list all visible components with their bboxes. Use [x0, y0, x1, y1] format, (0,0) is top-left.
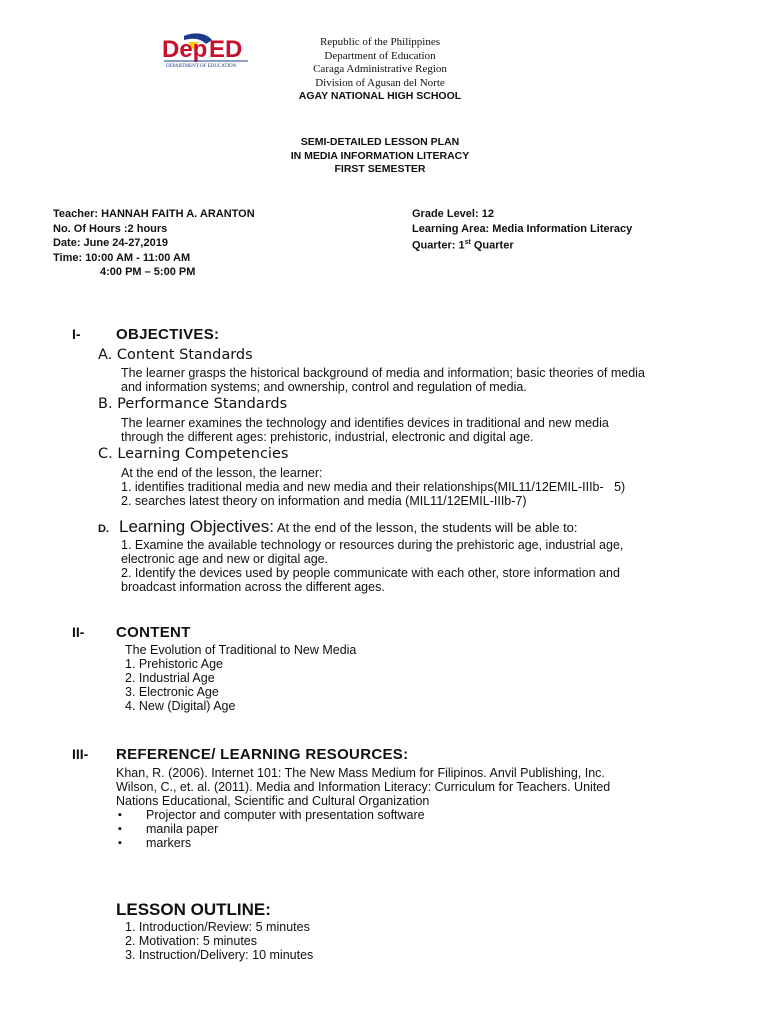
header-line-deped: Department of Education [324, 49, 436, 62]
header-line-school: AGAY NATIONAL HIGH SCHOOL [298, 90, 462, 102]
section-2-number: II- [72, 624, 85, 640]
plan-title-line-2: IN MEDIA INFORMATION LITERACY [290, 149, 470, 162]
list-item: 4. New (Digital) Age [125, 699, 236, 713]
learning-objectives-intro: At the end of the lesson, the students will be able to: [273, 520, 578, 535]
logo-tagline: DEPARTMENT OF EDUCATION [166, 64, 237, 69]
reference-line: Wilson, C., et. al. (2011). Media and Information Literacy: Curriculum for Teachers. United [116, 780, 611, 794]
lesson-outline-list [125, 920, 313, 962]
plan-title [250, 136, 510, 177]
meta-teacher: Teacher: HANNAH FAITH A. ARANTON [53, 208, 255, 220]
meta-grade: Grade Level: 12 [412, 208, 494, 220]
plan-title-line-3: FIRST SEMESTER [334, 163, 426, 175]
list-item: ▪ manila paper [116, 822, 425, 836]
deped-logo [162, 30, 252, 70]
header-line-division: Division of Agusan del Norte [315, 76, 445, 89]
list-item: 3. Instruction/Delivery: 10 minutes [125, 948, 314, 962]
learning-competencies-title: C. Learning Competencies [98, 446, 289, 462]
deped-logo-icon [162, 30, 252, 70]
list-item: ▪ markers [116, 836, 425, 850]
meta-hours: No. Of Hours :2 hours [53, 222, 168, 235]
list-item: ▪ Projector and computer with presentation software [116, 808, 425, 822]
references [116, 766, 736, 808]
reference-line: Khan, R. (2006). Internet 101: The New Mass Medium for Filipinos. Anvil Publishing, Inc. [116, 766, 605, 780]
lesson-outline-title: LESSON OUTLINE: [116, 900, 271, 919]
plan-title-line-1: SEMI-DETAILED LESSON PLAN [300, 136, 460, 148]
meta-date: Date: June 24-27,2019 [53, 237, 168, 249]
materials-list [116, 808, 425, 850]
list-item: 2. Industrial Age [125, 671, 215, 685]
content-topic: The Evolution of Traditional to New Media [125, 643, 357, 657]
list-item: 1. Prehistoric Age [125, 657, 223, 671]
section-1-number: I- [72, 326, 81, 342]
list-item: 3. Electronic Age [125, 685, 219, 699]
section-3-title: REFERENCE/ LEARNING RESOURCES: [116, 746, 409, 763]
logo-ed-text: ED [209, 36, 243, 63]
performance-standards-text: The learner examines the technology and identifies devices in traditional and new media through the different ages: prehistoric, industrial, electronic and digital age. [121, 416, 609, 444]
learning-objectives-title: Learning Objectives: [119, 517, 274, 536]
meta-time-2: 4:00 PM – 5:00 PM [100, 266, 196, 278]
header-line-republic: Republic of the Philippines [319, 36, 441, 48]
list-item: 2. Motivation: 5 minutes [125, 934, 258, 948]
meta-right [412, 207, 632, 253]
reference-line: Nations Educational, Scientific and Cultural Organization [116, 794, 430, 808]
content-standards-title: A. Content Standards [98, 347, 253, 363]
header-line-region: Caraga Administrative Region [313, 63, 447, 75]
learning-objectives-heading [98, 517, 578, 537]
performance-standards-title: B. Performance Standards [98, 396, 288, 412]
school-header [270, 36, 490, 104]
meta-time: Time: 10:00 AM - 11:00 AM [53, 251, 191, 264]
section-3-number: III- [72, 746, 89, 762]
learning-objectives-letter: D. [98, 523, 109, 535]
learning-objectives-text: 1. Examine the available technology or resources during the prehistoric age, industrial age, electronic age and new or digital age. 2. Identify the devices used by people communicate with each other, store information and broadcast information across the different ages. [121, 538, 624, 594]
meta-left [53, 207, 255, 280]
meta-quarter: Quarter: 1st Quarter [412, 239, 514, 252]
logo-dep-text: Dep [162, 36, 208, 63]
content-list [125, 657, 235, 713]
content-standards-text: The learner grasps the historical background of media and information; basic theories of media and information systems; and ownership, control and regulation of media. [121, 366, 645, 394]
list-item: 1. Introduction/Review: 5 minutes [125, 920, 310, 934]
section-1-title: OBJECTIVES: [116, 326, 220, 343]
meta-area: Learning Area: Media Information Literacy [412, 222, 633, 235]
section-2-title: CONTENT [116, 624, 191, 641]
learning-competencies-text: At the end of the lesson, the learner: 1. identifies traditional media and new media and their relationships(MIL11/12EMIL-IIIb- 5) 2. searches latest theory on information and media (MIL11/12EMIL-IIIb-7) [121, 466, 626, 508]
